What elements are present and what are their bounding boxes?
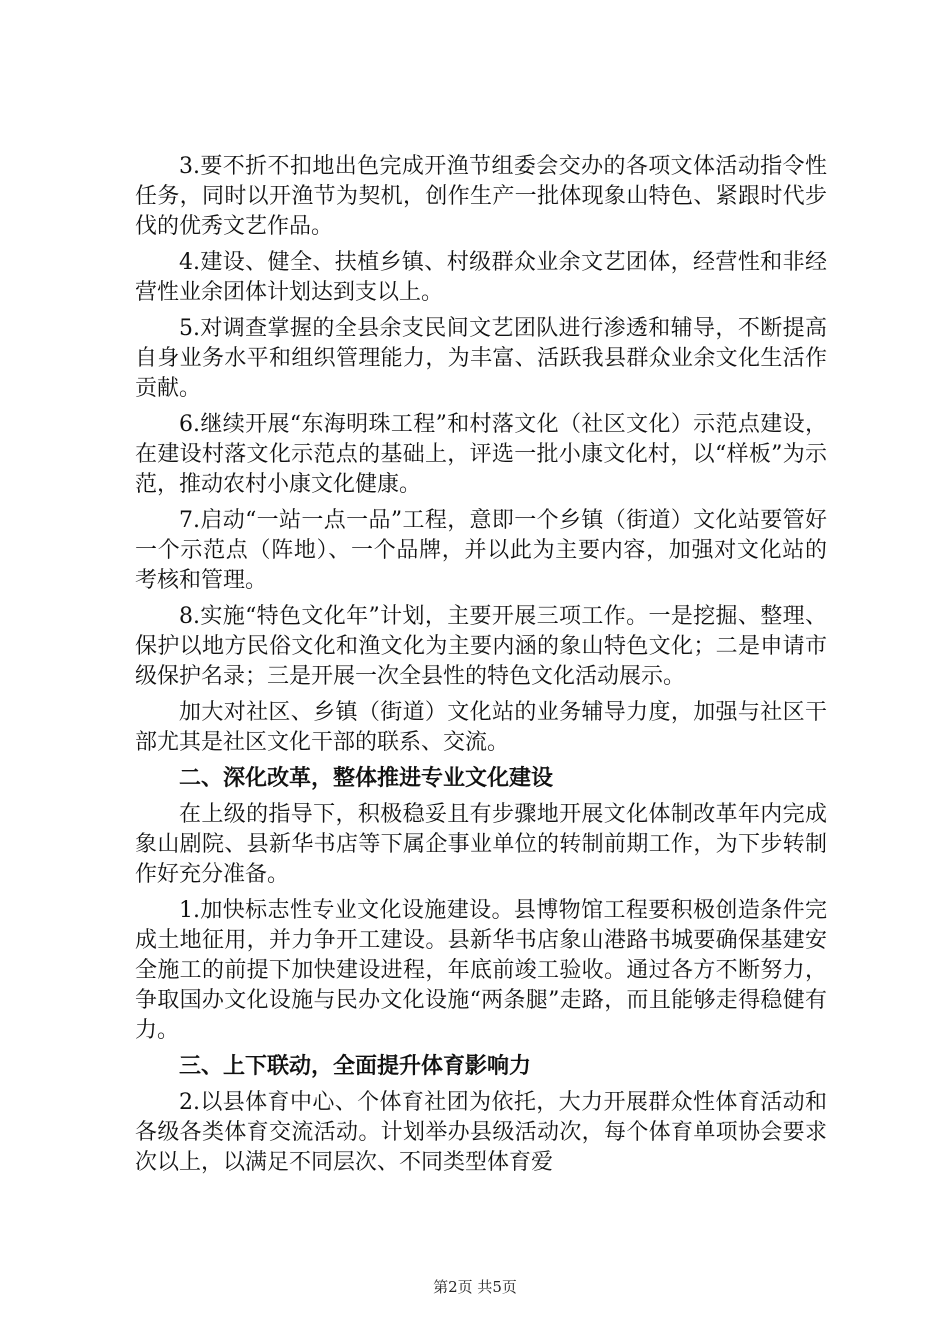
paragraph-item-8: 8.实施“特色文化年”计划，主要开展三项工作。一是挖掘、整理、保护以地方民俗文化和渔文化为主要内涵的象山特色文化；二是申请市级保护名录；三是开展一次全县性的特色文化活动展示。 [135,604,827,689]
paragraph-item-5: 5.对调查掌握的全县余支民间文艺团队进行渗透和辅导，不断提高自身业务水平和组织管理能力，为丰富、活跃我县群众业余文化生活作贡献。 [135,316,827,401]
paragraph-item-7: 7.启动“一站一点一品”工程，意即一个乡镇（街道）文化站要管好一个示范点（阵地）、一个品牌，并以此为主要内容，加强对文化站的考核和管理。 [135,508,827,593]
page-number-footer: 第2页 共5页 [433,1278,517,1296]
paragraph-item-3: 3.要不折不扣地出色完成开渔节组委会交办的各项文体活动指令性任务，同时以开渔节为契机，创作生产一批体现象山特色、紧跟时代步伐的优秀文艺作品。 [135,154,827,239]
paragraph-sports: 2.以县体育中心、个体育社团为依托，大力开展群众性体育活动和各级各类体育交流活动。计划举办县级活动次，每个体育单项协会要求次以上，以满足不同层次、不同类型体育爱 [135,1090,827,1175]
paragraph-facilities: 1.加快标志性专业文化设施建设。县博物馆工程要积极创造条件完成土地征用，并力争开工建设。县新华书店象山港路书城要确保基建安全施工的前提下加快建设进程，年底前竣工验收。通过各方不断努力，争取国办文化设施与民办文化设施“两条腿”走路，而且能够走得稳健有力。 [135,898,827,1043]
document-body [135,152,827,1184]
paragraph-community: 加大对社区、乡镇（街道）文化站的业务辅导力度，加强与社区干部尤其是社区文化干部的联系、交流。 [135,700,827,755]
section-heading-2: 二、深化改革，整体推进专业文化建设 [179,766,554,791]
paragraph-reform-intro: 在上级的指导下，积极稳妥且有步骤地开展文化体制改革年内完成象山剧院、县新华书店等下属企事业单位的转制前期工作，为下步转制作好充分准备。 [135,802,827,887]
paragraph-item-6: 6.继续开展“东海明珠工程”和村落文化（社区文化）示范点建设，在建设村落文化示范点的基础上，评选一批小康文化村，以“样板”为示范，推动农村小康文化健康。 [135,412,827,497]
paragraph-item-4: 4.建设、健全、扶植乡镇、村级群众业余文艺团体，经营性和非经营性业余团体计划达到支以上。 [135,250,827,305]
section-heading-3: 三、上下联动，全面提升体育影响力 [179,1054,532,1079]
